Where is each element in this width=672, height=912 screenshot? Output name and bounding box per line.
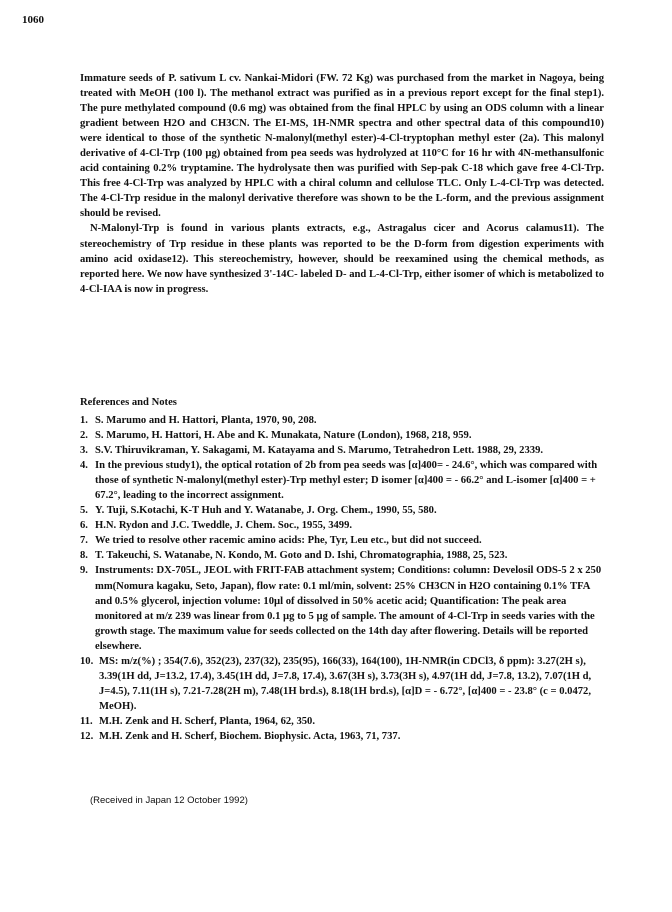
reference-item: 11. M.H. Zenk and H. Scherf, Planta, 1964, 62, 350.: [80, 715, 316, 727]
page-number: 1060: [22, 14, 44, 26]
reference-item: 10. MS: m/z(%) ; 354(7.6), 352(23), 237(32), 235(95), 166(33), 164(100), 1H-NMR(in CDCl3, δ ppm): 3.27(2H s), 3.39(1H dd, J=13.2, 17.4), 3.45(1H dd, J=7.8, 17.4), 3.67(3H s), 3.73(3H s), 4.97(1H dd, J=7.8, 13.2), 7.07(1H d, J=4.5), 7.11(1H s), 7.21-7.28(2H m), 7.48(1H brd.s), 8.18(1H brd.s), [α]D = - 6.72°, [α]400 = - 23.8° (c = 0.0472, MeOH).: [80, 655, 592, 712]
reference-item: 1. S. Marumo and H. Hattori, Planta, 1970, 90, 208.: [80, 415, 317, 426]
references-list: [80, 413, 604, 744]
reference-item: 5. Y. Tuji, S.Kotachi, K-T Huh and Y. Watanabe, J. Org. Chem., 1990, 55, 580.: [80, 505, 437, 517]
reference-item: 9. Instruments: DX-705L, JEOL with FRIT-FAB attachment system; Conditions: column: Develosil ODS-5 2 x 250 mm(Nomura kagaku, Seto, Japan), flow rate: 0.1 ml/min, solvent: 25% CH3CN in H2O containing 0.1% TFA and 0.5% glycerol, injection volume: 10µl of dissolved in 50% acetic acid; Quantification: The peak area monitored at m/z 239 was linear from 0.1 µg to 5 µg of sample. The amount of 4-Cl-Trp in seeds varies with the growth stage. The maximum value for seeds collected on the 14th day after flowering. Details will be reported elsewhere.: [80, 565, 602, 652]
reference-item: 8. T. Takeuchi, S. Watanabe, N. Kondo, M. Goto and D. Ishi, Chromatographia, 1988, 25, 523.: [80, 550, 508, 562]
body-text: [80, 71, 604, 297]
reference-item: 7. We tried to resolve other racemic amino acids: Phe, Tyr, Leu etc., but did not succeed.: [80, 535, 482, 547]
reference-item: 3. S.V. Thiruvikraman, Y. Sakagami, M. Katayama and S. Marumo, Tetrahedron Lett. 1988, 29, 2339.: [80, 445, 544, 457]
reference-item: 2. S. Marumo, H. Hattori, H. Abe and K. Munakata, Nature (London), 1968, 218, 959.: [80, 430, 472, 442]
reference-item: 4. In the previous study1), the optical rotation of 2b from pea seeds was [α]400= - 24.6°, which was compared with those of synthetic N-malonyl(methyl ester)-Trp methyl ester; D isomer [α]400 = - 66.2° and L-isomer [α]400 = + 67.2°, leading to the incorrect assignment.: [80, 460, 598, 502]
paragraph-experimental: Immature seeds of P. sativum L cv. Nankai-Midori (FW. 72 Kg) was purchased from the market in Nagoya, being treated with MeOH (100 l). The methanol extract was purified as in a previous report except for the final step1). The pure methylated compound (0.6 mg) was obtained from the final HPLC by using an ODS column with a linear gradient between H2O and CH3CN. The EI-MS, 1H-NMR spectra and other spectral data of this compound10) were identical to those of the synthetic N-malonyl(methyl ester)-4-Cl-tryptophan methyl ester (2a). This malonyl derivative of 4-Cl-Trp (100 µg) obtained from pea seeds was hydrolyzed at 110°C for 16 hr with 4N-methansulfonic acid containing 0.2% tryptamine. The hydrolysate then was purified with Sep-pak C-18 which gave free 4-Cl-Trp. This free 4-Cl-Trp was analyzed by HPLC with a chiral column and cellulose TLC. Only L-4-Cl-Trp was detected. The 4-Cl-Trp residue in the malonyl derivative therefore was shown to be the L-form, and the previous assignment should be revised.: [80, 73, 604, 220]
paragraph-discussion: N-Malonyl-Trp is found in various plants extracts, e.g., Astragalus cicer and Acorus calamus11). The stereochemistry of Trp residue in these plants was reported to be the D-form from digestion experiments with amino acid oxidase12). This stereochemistry, however, should be reexamined using the chemical methods, as reported here. We now have synthesized 3'-14C- labeled D- and L-4-Cl-Trp, either isomer of which is metabolized to 4-Cl-IAA is now in progress.: [80, 223, 604, 295]
received-date: (Received in Japan 12 October 1992): [90, 795, 248, 806]
references-heading: References and Notes: [80, 397, 177, 408]
reference-item: 6. H.N. Rydon and J.C. Tweddle, J. Chem. Soc., 1955, 3499.: [80, 520, 353, 532]
reference-item: 12. M.H. Zenk and H. Scherf, Biochem. Biophysic. Acta, 1963, 71, 737.: [80, 730, 401, 742]
